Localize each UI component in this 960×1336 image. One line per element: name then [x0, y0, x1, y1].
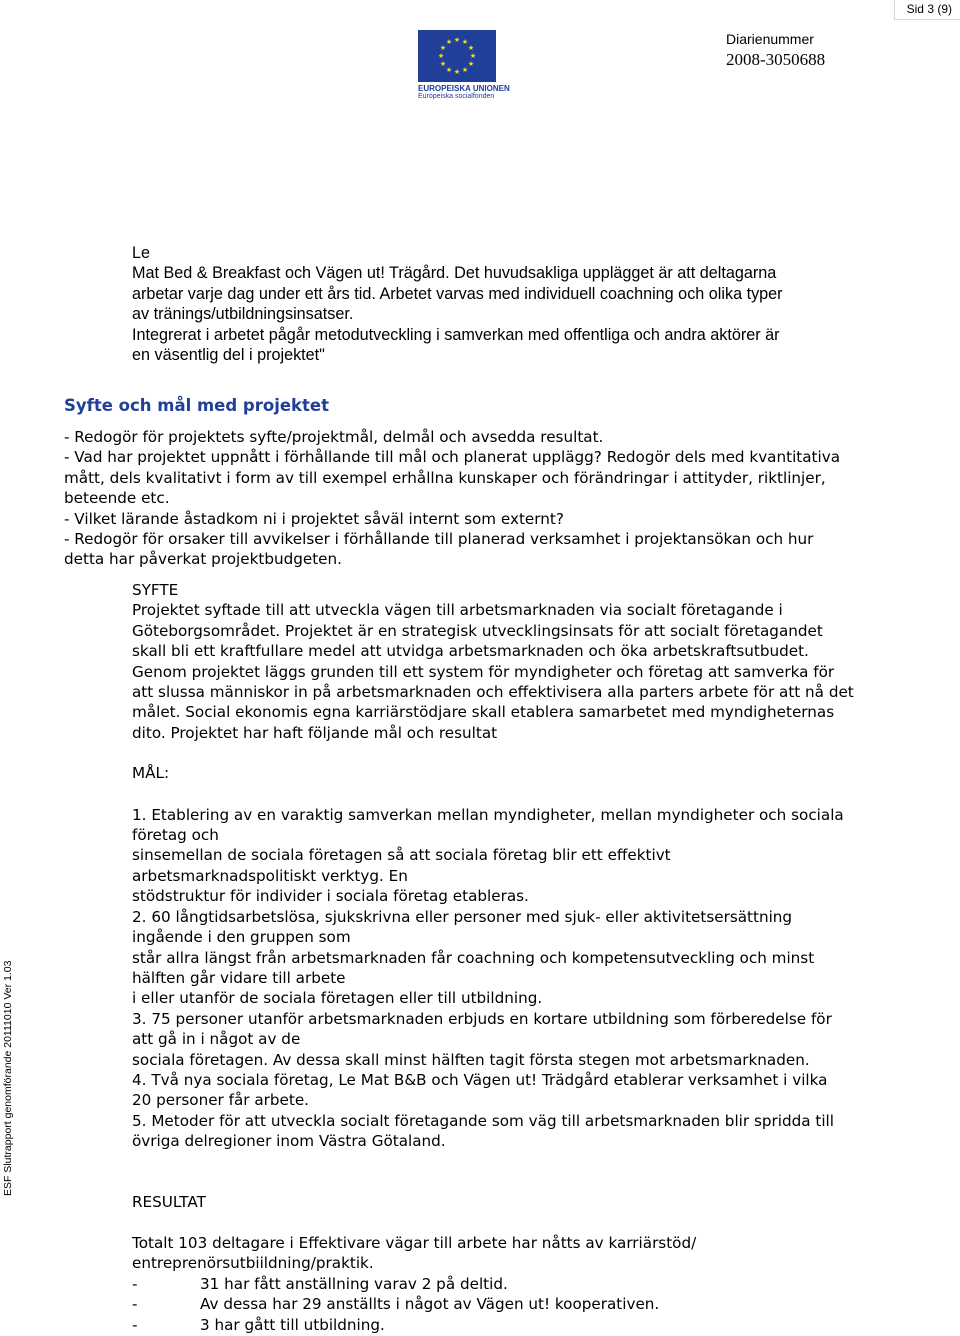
- intro-line: Le: [132, 244, 151, 262]
- resultat-title: RESULTAT: [132, 1192, 206, 1211]
- svg-text:★: ★: [467, 44, 475, 52]
- mal-line: i eller utanför de sociala företagen eller till utbildning.: [132, 989, 543, 1008]
- svg-text:★: ★: [469, 52, 477, 60]
- page-number: Sid 3 (9): [894, 0, 960, 20]
- instruction-line: beteende etc.: [64, 489, 170, 508]
- resultat-item: [132, 1315, 944, 1335]
- resultat-item-text: 3 har gått till utbildning.: [200, 1315, 385, 1334]
- mal-title: MÅL:: [132, 764, 170, 783]
- svg-text:★: ★: [467, 60, 475, 68]
- intro-line: Integrerat i arbetet pågår metodutveckling i samverkan med offentliga och andra aktörer är: [132, 325, 780, 344]
- mal-line: 20 personer får arbete.: [132, 1091, 310, 1110]
- mal-line: 2. 60 långtidsarbetslösa, sjukskrivna eller personer med sjuk- eller aktivitetsersättning: [132, 907, 793, 926]
- mal-line: 3. 75 personer utanför arbetsmarknaden erbjuds en kortare utbildning som förberedelse för: [132, 1009, 832, 1028]
- mal-line: 5. Metoder för att utveckla socialt företagande som väg till arbetsmarknaden blir spridda till: [132, 1111, 834, 1130]
- eu-logo: [418, 30, 510, 101]
- intro-text: [132, 243, 942, 365]
- list-dash: -: [132, 1274, 138, 1293]
- mal-line: övriga delregioner inom Västra Götaland.: [132, 1132, 446, 1151]
- instruction-line: - Vilket lärande åstadkom ni i projektet såväl internt som externt?: [64, 509, 564, 528]
- resultat-line: entreprenörsutbiildning/praktik.: [132, 1254, 374, 1273]
- svg-text:★: ★: [439, 60, 447, 68]
- svg-text:★: ★: [453, 68, 461, 76]
- mal-line: sinsemellan de sociala företagen så att sociala företag blir ett effektivt: [132, 846, 671, 865]
- syfte-title: SYFTE: [132, 581, 179, 599]
- instruction-line: - Vad har projektet uppnått i förhållande till mål och planerat upplägg? Redogör dels med kvantitativa: [64, 448, 841, 467]
- instruction-line: - Redogör för projektets syfte/projektmål, delmål och avsedda resultat.: [64, 428, 604, 446]
- mal-line: 1. Etablering av en varaktig samverkan mellan myndigheter, mellan myndigheter och sociala: [132, 805, 844, 824]
- intro-line: Mat Bed & Breakfast och Vägen ut! Trägård. Det huvudsakliga upplägget är att deltagarna: [132, 264, 777, 283]
- list-dash: -: [132, 1315, 138, 1334]
- svg-text:★: ★: [439, 44, 447, 52]
- resultat-item: [132, 1294, 944, 1314]
- list-dash: -: [132, 1295, 138, 1314]
- resultat-item-text: 31 har fått anställning varav 2 på deltid.: [200, 1274, 508, 1293]
- mal-line: 4. Två nya sociala företag, Le Mat B&B och Vägen ut! Trädgård etablerar verksamhet i vilka: [132, 1070, 828, 1089]
- syfte-line: Genom projektet läggs grunden till ett system för myndigheter och företag att samverka för: [132, 662, 835, 681]
- instruction-line: - Redogör för orsaker till avvikelser i förhållande till planerad verksamhet i projektansökan och hur: [64, 530, 814, 549]
- resultat-item: [132, 1274, 944, 1294]
- diarie-number: 2008-3050688: [726, 50, 826, 69]
- mal-line: arbetsmarknadspolitiskt verktyg. En: [132, 866, 408, 885]
- mal-line: att gå in i något av de: [132, 1030, 301, 1049]
- syfte-line: Projektet syftade till att utveckla vägen till arbetsmarknaden via socialt företagande i: [132, 601, 783, 620]
- svg-text:★: ★: [453, 36, 461, 44]
- eu-flag-icon: [418, 30, 496, 82]
- side-footer-text: ESF Slutrapport genomförande 20111010 Ver 1.03: [2, 960, 14, 1196]
- svg-text:★: ★: [437, 52, 445, 60]
- resultat-line: Totalt 103 deltagare i Effektivare vägar till arbete har nåtts av karriärstöd/: [132, 1233, 697, 1252]
- instruction-line: mått, dels kvalitativt i form av till exempel erhållna kunskaper och förändringar i attityder, riktlinjer,: [64, 468, 826, 487]
- instruction-line: detta har påverkat projektbudgeten.: [64, 550, 342, 569]
- instructions-text: [64, 427, 944, 570]
- syfte-line: att slussa människor in på arbetsmarknaden och effektivisera alla parters arbete för att nå det: [132, 683, 854, 702]
- svg-text:★: ★: [461, 66, 469, 74]
- section-heading: Syfte och mål med projektet: [64, 396, 329, 415]
- intro-line: arbetar varje dag under ett års tid. Arbetet varvas med individuell coachning och olika typer: [132, 284, 783, 303]
- syfte-line: Göteborgsområdet. Projektet är en strategisk utvecklingsinsats för att socialt företagandet: [132, 621, 823, 640]
- resultat-item-text: Av dessa har 29 anställts i något av Vägen ut! kooperativen.: [200, 1295, 660, 1314]
- logo-text-esf: Europeiska socialfonden: [418, 93, 495, 100]
- body-text: [132, 580, 944, 1335]
- svg-text:★: ★: [445, 38, 453, 46]
- mal-line: står allra längst från arbetsmarknaden får coachning och kompetensutveckling och minst: [132, 948, 815, 967]
- syfte-line: skall bli ett kraftfullare medel att utvidga arbetsmarknaden och öka arbetskraftsutbudet.: [132, 642, 809, 661]
- mal-line: stödstruktur för individer i sociala företag etableras.: [132, 887, 529, 906]
- syfte-line: målet. Social ekonomis egna karriärstödjare skall etablera samarbetet med myndigheternas: [132, 703, 835, 722]
- syfte-line: dito. Projektet har haft följande mål och resultat: [132, 723, 498, 742]
- intro-line: av tränings/utbildningsinsatser.: [132, 305, 354, 324]
- logo-text-eu: EUROPEISKA UNIONEN: [418, 84, 510, 93]
- intro-line: en väsentlig del i projektet": [132, 346, 325, 365]
- mal-line: företag och: [132, 826, 219, 845]
- mal-line: ingående i den gruppen som: [132, 928, 351, 947]
- svg-text:★: ★: [445, 66, 453, 74]
- svg-text:★: ★: [461, 38, 469, 46]
- mal-line: sociala företagen. Av dessa skall minst hälften tagit första stegen mot arbetsmarknaden.: [132, 1050, 810, 1069]
- mal-line: hälften går vidare till arbete: [132, 968, 346, 987]
- diarie-label: Diarienummer: [726, 31, 814, 47]
